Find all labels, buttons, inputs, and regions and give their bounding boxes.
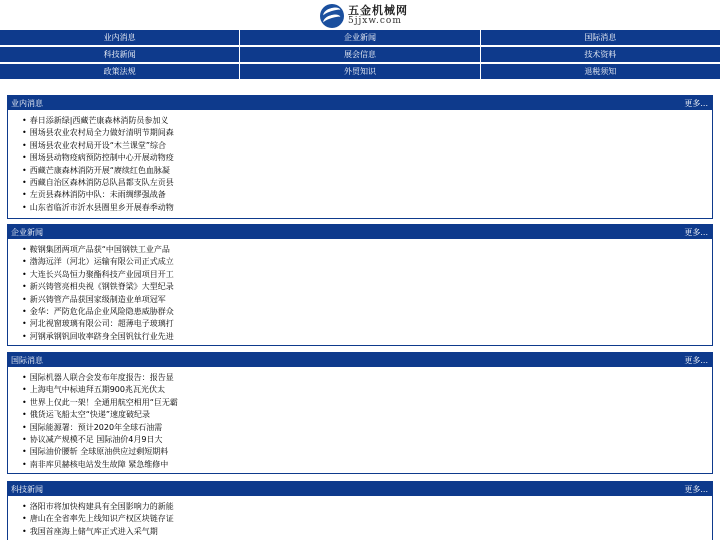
news-item[interactable]: • 洛阳市将加快构建具有全国影响力的新能 (22, 501, 182, 513)
news-item[interactable]: • 俄货运飞船太空“快递”速度破纪录 (22, 409, 182, 421)
news-list (8, 110, 712, 214)
news-item[interactable]: • 新兴铸管产品获国家级制造业单项冠军 (22, 294, 182, 306)
main-nav (0, 30, 720, 81)
news-item[interactable]: • 左贡县森林消防中队：未雨绸缪强战备 (22, 189, 182, 201)
more-link[interactable]: 更多... (684, 98, 708, 108)
news-item[interactable]: • 围场县动物疫病预防控制中心开展动物疫 (22, 152, 182, 164)
news-item[interactable]: • 渤海远洋（河北）运输有限公司正式成立 (22, 256, 182, 268)
section-header (8, 353, 712, 367)
nav-tax-refund[interactable]: 退税须知 (481, 64, 720, 79)
section-international-news (7, 352, 713, 474)
news-item[interactable]: • 世界上仅此一架！全通用航空相用“巨无霸 (22, 397, 182, 409)
news-item[interactable]: • 山东省临沂市沂水县圈里乡开展春季动物 (22, 202, 182, 214)
section-company-news (7, 224, 713, 346)
section-title: 国际消息 (11, 355, 43, 365)
news-item[interactable]: • 西藏芒康森林消防开展“赓续红色血脉凝 (22, 165, 182, 177)
section-tech-news (7, 481, 713, 540)
news-item[interactable]: • 唐山在全省率先上线知识产权区块链存证 (22, 513, 182, 525)
section-header (8, 225, 712, 239)
nav-company-news[interactable]: 企业新闻 (240, 30, 479, 45)
news-item[interactable]: • 南非库贝赫核电站发生故障 紧急维修中 (22, 459, 182, 471)
news-item[interactable]: • 大连长兴岛恒力聚酯科技产业园项目开工 (22, 269, 182, 281)
section-title: 企业新闻 (11, 227, 43, 237)
news-item[interactable]: • 上海电气中标迪拜五期900兆瓦光伏太 (22, 384, 182, 396)
section-industry-news (7, 95, 713, 219)
news-item[interactable]: • 国际油价腰斩 全球原油供应过剩短期料 (22, 446, 182, 458)
nav-row (0, 64, 720, 79)
news-item[interactable]: • 国际机器人联合会发布年度报告：报告显 (22, 372, 182, 384)
news-item[interactable]: • 金华：严防危化品企业风险隐患威胁群众 (22, 306, 182, 318)
news-item[interactable]: • 西藏自治区森林消防总队昌都支队左贡县 (22, 177, 182, 189)
more-link[interactable]: 更多... (684, 484, 708, 494)
section-header (8, 96, 712, 110)
news-list (8, 496, 712, 538)
news-item[interactable]: • 河北视窗玻璃有限公司：超薄电子玻璃打 (22, 318, 182, 330)
news-item[interactable]: • 河钢承钢钒回收率跻身全国钒钛行业先进 (22, 331, 182, 343)
site-logo[interactable] (320, 2, 408, 30)
logo-domain: 5jjxw.com (348, 16, 402, 26)
news-list (8, 367, 712, 471)
more-link[interactable]: 更多... (684, 227, 708, 237)
nav-international-news[interactable]: 国际消息 (481, 30, 720, 45)
more-link[interactable]: 更多... (684, 355, 708, 365)
nav-tech-news[interactable]: 科技新闻 (0, 47, 239, 62)
logo-name: 五金机械网 (348, 4, 408, 17)
news-list (8, 239, 712, 343)
section-title: 科技新闻 (11, 484, 43, 494)
nav-row (0, 30, 720, 45)
news-item[interactable]: • 新兴铸管亮相央视《钢铁脊梁》大型纪录 (22, 281, 182, 293)
news-item[interactable]: • 围场县农业农村局开设“木兰课堂”综合 (22, 140, 182, 152)
nav-tech-docs[interactable]: 技术资料 (481, 47, 720, 62)
news-item[interactable]: • 国际能源署：预计2020年全球石油需 (22, 422, 182, 434)
nav-policy[interactable]: 政策法规 (0, 64, 239, 79)
nav-industry-news[interactable]: 业内消息 (0, 30, 239, 45)
nav-row (0, 47, 720, 62)
nav-exhibitions[interactable]: 展会信息 (240, 47, 479, 62)
news-item[interactable]: • 春日添新绿|西藏芒康森林消防员参加义 (22, 115, 182, 127)
logo-globe-icon (320, 4, 344, 28)
news-item[interactable]: • 我国首座海上储气库正式进入采气期 (22, 526, 182, 538)
section-header (8, 482, 712, 496)
section-title: 业内消息 (11, 98, 43, 108)
news-item[interactable]: • 协议减产规模不足 国际油价4月9日大 (22, 434, 182, 446)
news-item[interactable]: • 围场县农业农村局全力做好清明节期间森 (22, 127, 182, 139)
news-item[interactable]: • 鞍钢集团两项产品获“中国钢铁工业产品 (22, 244, 182, 256)
nav-trade-knowledge[interactable]: 外贸知识 (240, 64, 479, 79)
